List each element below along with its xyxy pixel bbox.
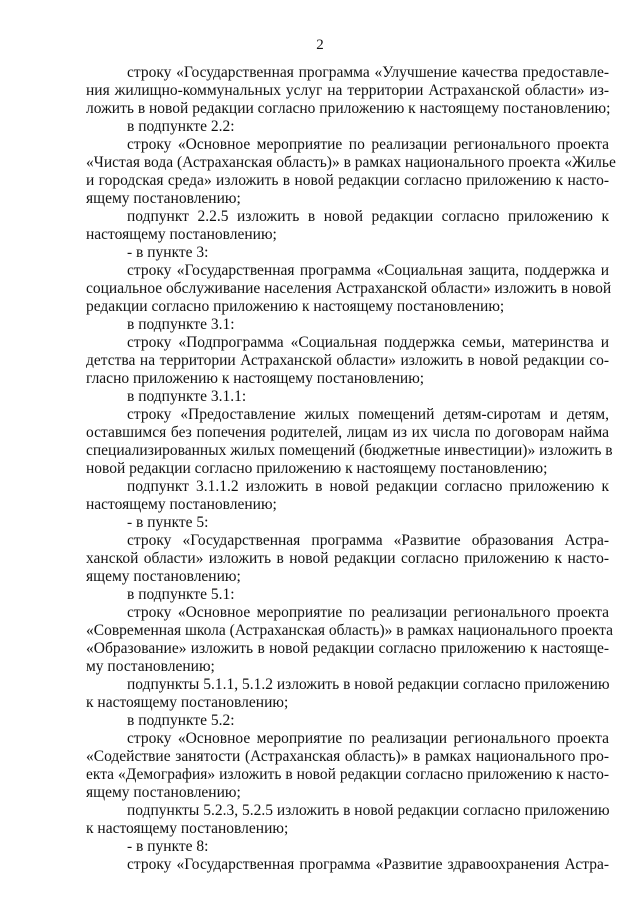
- text-line: к настоящему постановлению;: [86, 694, 289, 711]
- text-line: - в пункте 8:: [127, 838, 209, 855]
- text-line: редакции согласно приложению к настоящему постановлению;: [86, 298, 505, 315]
- text-line: специализированных жилых помещений (бюджетные инвестиции)» изложить в: [86, 442, 613, 459]
- page-number: 2: [316, 37, 324, 53]
- text-line: екта «Демография» изложить в новой редакции согласно приложению к насто-: [86, 766, 609, 783]
- text-line: строку «Государственная программа «Социальная защита, поддержка и: [127, 262, 609, 279]
- text-line: строку «Государственная программа «Улучшение качества предоставле-: [127, 64, 609, 81]
- text-line: «Чистая вода (Астраханская область)» в рамках национального проекта «Жилье: [86, 154, 616, 171]
- text-line: строку «Основное мероприятие по реализации регионального проекта: [127, 136, 609, 153]
- text-line: ния жилищно-коммунальных услуг на территории Астраханской области» из-: [86, 82, 609, 99]
- text-line: - в пункте 3:: [127, 244, 209, 261]
- text-line: ящему постановлению;: [86, 568, 241, 585]
- text-line: подпункты 5.1.1, 5.1.2 изложить в новой редакции согласно приложению: [127, 676, 610, 693]
- text-line: - в пункте 5:: [127, 514, 209, 531]
- text-line: в подпункте 2.2:: [127, 118, 235, 135]
- text-line: в подпункте 3.1:: [127, 316, 235, 333]
- text-line: подпункты 5.2.3, 5.2.5 изложить в новой редакции согласно приложению: [127, 802, 610, 819]
- text-line: подпункт 2.2.5 изложить в новой редакции согласно приложению к: [127, 208, 609, 225]
- text-line: строку «Основное мероприятие по реализации регионального проекта: [127, 730, 609, 747]
- text-line: новой редакции согласно приложению к настоящему постановлению;: [86, 460, 548, 477]
- text-line: строку «Основное мероприятие по реализации регионального проекта: [127, 604, 609, 621]
- text-line: гласно приложению к настоящему постановлению;: [86, 370, 425, 387]
- text-line: подпункт 3.1.1.2 изложить в новой редакции согласно приложению к: [127, 478, 609, 495]
- text-line: строку «Государственная программа «Развитие образования Астра-: [127, 532, 609, 549]
- text-line: оставшимся без попечения родителей, лицам из их числа по договорам найма: [86, 424, 609, 441]
- text-line: ханской области» изложить в новой редакции согласно приложению к насто-: [86, 550, 609, 567]
- text-line: му постановлению;: [86, 658, 215, 675]
- text-line: в подпункте 5.1:: [127, 586, 235, 603]
- text-line: и городская среда» изложить в новой редакции согласно приложению к насто-: [86, 172, 609, 189]
- text-line: ящему постановлению;: [86, 784, 241, 801]
- text-line: настоящему постановлению;: [86, 496, 277, 513]
- text-line: строку «Предоставление жилых помещений детям-сиротам и детям,: [127, 406, 609, 423]
- text-line: к настоящему постановлению;: [86, 820, 289, 837]
- text-line: детства на территории Астраханской области» изложить в новой редакции со-: [86, 352, 609, 369]
- text-line: в подпункте 3.1.1:: [127, 388, 247, 405]
- text-line: строку «Подпрограмма «Социальная поддержка семьи, материнства и: [127, 334, 609, 351]
- text-line: ящему постановлению;: [86, 190, 241, 207]
- text-line: «Образование» изложить в новой редакции согласно приложению к настояще-: [86, 640, 609, 657]
- text-line: «Современная школа (Астраханская область)» в рамках национального проекта: [86, 622, 613, 639]
- text-line: социальное обслуживание населения Астраханской области» изложить в новой: [86, 280, 612, 297]
- text-line: «Содействие занятости (Астраханская область)» в рамках национального про-: [86, 748, 609, 765]
- text-line: в подпункте 5.2:: [127, 712, 235, 729]
- text-line: ложить в новой редакции согласно приложению к настоящему постановлению;: [86, 100, 611, 117]
- text-line: настоящему постановлению;: [86, 226, 277, 243]
- text-line: строку «Государственная программа «Развитие здравоохранения Астра-: [127, 856, 609, 873]
